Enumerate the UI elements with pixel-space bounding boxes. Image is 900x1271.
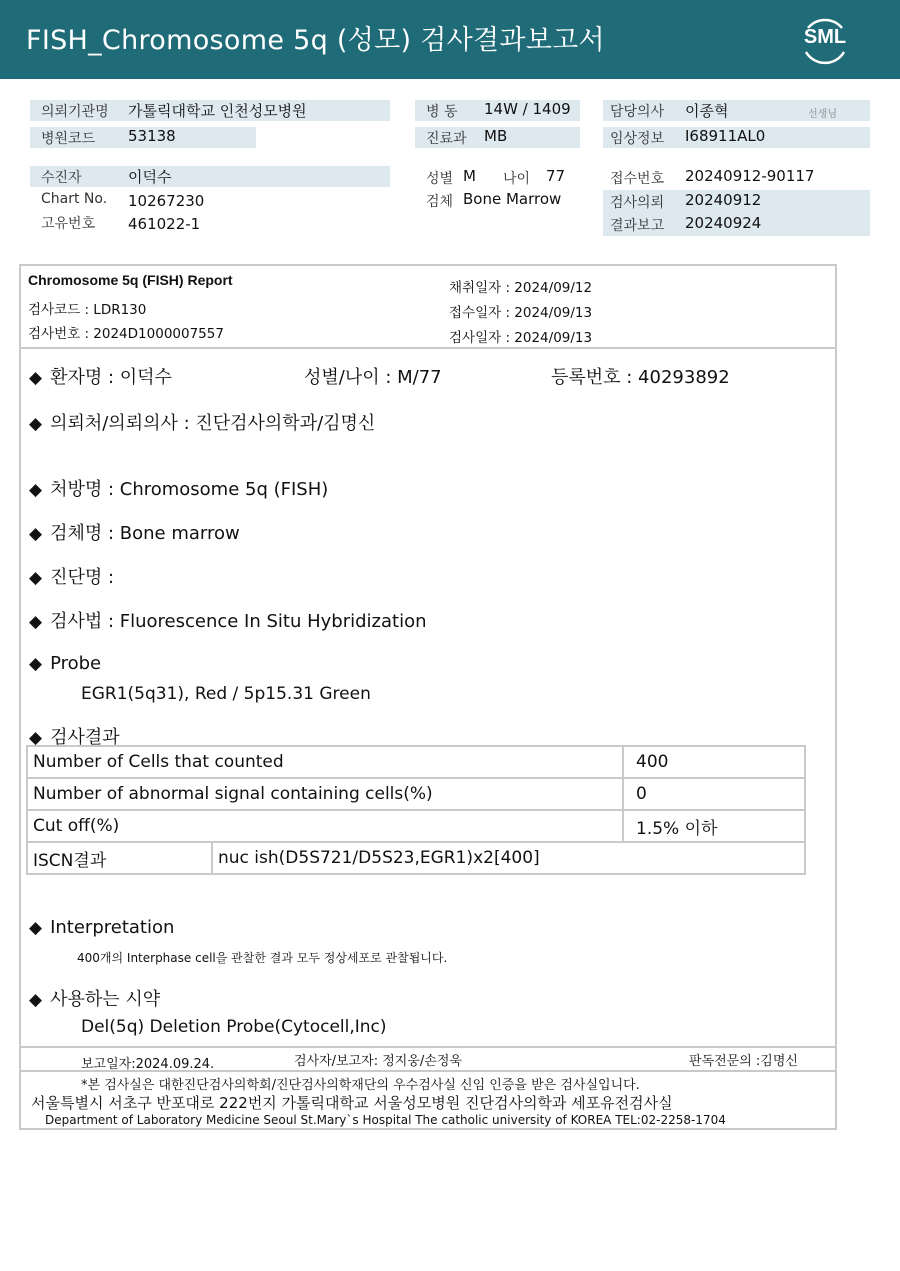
request-value: 20240912 (685, 191, 762, 209)
diamond-bullet-icon: ◆ (29, 368, 43, 388)
report-box (19, 264, 837, 1130)
abnormal-label: Number of abnormal signal containing cells(%) (27, 778, 623, 810)
report-header (0, 0, 900, 79)
diagnosis: 진단명 : (50, 567, 115, 588)
department-info: Department of Laboratory Medicine Seoul St.Mary`s Hospital The catholic university of KOREA TEL:02-2258-1704 (45, 1113, 726, 1127)
referrer: 의뢰처/의뢰의사 : 진단검사의학과/김명신 (50, 413, 376, 434)
doctor-value: 이종혁 (685, 102, 729, 120)
patient-label: 수진자 (41, 170, 82, 186)
logo-text: SML (803, 26, 847, 48)
prescription-row (29, 475, 328, 501)
test-number: 검사번호 : 2024D1000007557 (28, 326, 224, 342)
patient-name: 환자명 : 이덕수 (50, 367, 172, 388)
sex-value: M (463, 167, 476, 185)
certification-note: *본 검사실은 대한진단검사의학회/진단검사의학재단의 우수검사실 신임 인증을 받은 검사실입니다. (81, 1078, 640, 1093)
diamond-bullet-icon: ◆ (29, 524, 43, 544)
reagent-heading: 사용하는 시약 (50, 989, 161, 1010)
patient-value: 이덕수 (128, 168, 172, 186)
registration-number: 등록번호 : 40293892 (551, 367, 730, 388)
test-code: 검사코드 : LDR130 (28, 302, 147, 318)
uid-label: 고유번호 (41, 216, 96, 232)
hospital-code-value: 53138 (128, 127, 176, 145)
patient-bar (30, 166, 390, 187)
interpretation-text: 400개의 Interphase cell을 관찰한 결과 모두 정상세포로 관찰됩니다. (77, 951, 448, 965)
cutoff-label: Cut off(%) (27, 810, 623, 842)
cells-label: Number of Cells that counted (27, 746, 623, 778)
diamond-bullet-icon: ◆ (29, 654, 43, 674)
examiner: 검사자/보고자: 정지웅/손정욱 (294, 1054, 462, 1069)
specialist: 판독전문의 :김명신 (689, 1054, 798, 1069)
uid-value: 461022-1 (128, 215, 201, 233)
institution-value: 가톨릭대학교 인천성모병원 (128, 102, 307, 120)
diagnosis-row (29, 563, 114, 589)
institution-label: 의뢰기관명 (41, 104, 109, 120)
chart-value: 10267230 (128, 192, 205, 210)
chart-label: Chart No. (41, 191, 108, 207)
specimen-row (29, 519, 240, 545)
probe-heading: Probe (50, 653, 102, 674)
age-value: 77 (546, 167, 566, 185)
diamond-bullet-icon: ◆ (29, 728, 43, 748)
result-heading: 검사결과 (50, 727, 120, 748)
dept-label: 진료과 (426, 131, 467, 147)
result-value: 20240924 (685, 214, 762, 232)
doctor-suffix: 선생님 (808, 109, 837, 120)
specimen-label: 검체 (426, 194, 454, 210)
age-label: 나이 (503, 171, 531, 187)
hospital-code-label: 병원코드 (41, 131, 96, 147)
table-row (27, 842, 805, 874)
footer-divider (21, 1070, 835, 1072)
prescription: 처방명 : Chromosome 5q (FISH) (50, 479, 329, 500)
doctor-label: 담당의사 (610, 104, 665, 120)
specimen-value: Bone Marrow (463, 190, 562, 208)
clinical-label: 임상정보 (610, 131, 665, 147)
clinical-value: I68911AL0 (685, 127, 766, 145)
diamond-bullet-icon: ◆ (29, 612, 43, 632)
diamond-bullet-icon: ◆ (29, 990, 43, 1010)
receipt-value: 20240912-90117 (685, 167, 815, 185)
interpretation-heading: Interpretation (50, 917, 175, 938)
ward-value: 14W / 1409 (484, 100, 571, 118)
results-table (26, 745, 806, 875)
iscn-label: ISCN결과 (27, 842, 212, 874)
abnormal-value: 0 (623, 778, 805, 810)
patient-name-row (29, 363, 172, 389)
probe-value: EGR1(5q31), Red / 5p15.31 Green (81, 684, 371, 704)
collect-date: 채취일자 : 2024/09/12 (449, 280, 593, 296)
diamond-bullet-icon: ◆ (29, 918, 43, 938)
method-row (29, 607, 427, 633)
iscn-value: nuc ish(D5S721/D5S23,EGR1)x2[400] (212, 842, 805, 874)
lab-address: 서울특별시 서초구 반포대로 222번지 가톨릭대학교 서울성모병원 진단검사의학과 세포유전검사실 (31, 1094, 673, 1112)
diamond-bullet-icon: ◆ (29, 480, 43, 500)
table-row (27, 810, 805, 842)
table-row (27, 746, 805, 778)
cutoff-value: 1.5% 이하 (623, 810, 805, 842)
ward-label: 병 동 (426, 104, 458, 120)
diamond-bullet-icon: ◆ (29, 568, 43, 588)
report-date: 보고일자:2024.09.24. (81, 1057, 215, 1072)
header-divider (21, 347, 835, 349)
reagent-value: Del(5q) Deletion Probe(Cytocell,Inc) (81, 1017, 387, 1037)
method: 검사법 : Fluorescence In Situ Hybridization (50, 611, 427, 632)
request-label: 검사의뢰 (610, 195, 665, 211)
probe-heading-row (29, 653, 101, 674)
interpretation-heading-row (29, 917, 174, 938)
footer-divider (21, 1046, 835, 1048)
cells-value: 400 (623, 746, 805, 778)
sex-label: 성별 (426, 171, 454, 187)
referrer-row (29, 409, 375, 435)
diamond-bullet-icon: ◆ (29, 414, 43, 434)
receipt-label: 접수번호 (610, 171, 665, 187)
page-title: FISH_Chromosome 5q (성모) 검사결과보고서 (26, 25, 605, 56)
sex-age: 성별/나이 : M/77 (304, 367, 442, 388)
specimen-name: 검체명 : Bone marrow (50, 523, 240, 544)
receive-date: 접수일자 : 2024/09/13 (449, 305, 593, 321)
report-title: Chromosome 5q (FISH) Report (28, 272, 233, 288)
reagent-heading-row (29, 985, 160, 1011)
sml-logo (796, 12, 854, 66)
result-label: 결과보고 (610, 218, 665, 234)
table-row (27, 778, 805, 810)
dept-value: MB (484, 127, 508, 145)
test-date: 검사일자 : 2024/09/13 (449, 330, 593, 346)
